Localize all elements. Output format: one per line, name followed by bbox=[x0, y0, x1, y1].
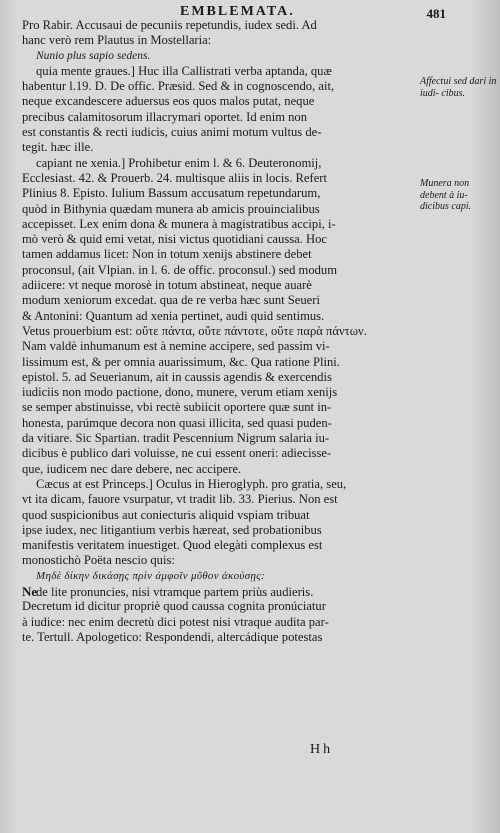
text-line: hanc verò rem Plautus in Mostellaria: bbox=[22, 33, 212, 48]
text-line: quia mente graues.] Huc illa Callistrati verba aptanda, quæ bbox=[36, 63, 332, 78]
decorative-initial: Ne bbox=[22, 583, 38, 599]
text-line: Vetus prouerbium est: οὔτε πάντα, οὔτε πάντοτε, οὔτε παρὰ πάντων. bbox=[22, 323, 367, 338]
text-line: manifestis veritatem inuestiget. Quod elegàti complexus est bbox=[22, 538, 323, 553]
page-number: 481 bbox=[426, 6, 446, 21]
text-line: habentur l.19. D. De offic. Præsid. Sed & in cognoscendo, ait, bbox=[22, 79, 335, 94]
text-line: modum xeniorum excedat. qua de re verba hæc sunt Seueri bbox=[22, 293, 320, 308]
text-line: honesta, parúmque decora non quasi illicita, sed quasi puden- bbox=[22, 415, 332, 430]
text-line: Nam valdè inhumanum est à nemine accipere, sed passim vi- bbox=[22, 339, 330, 354]
text-line: Pro Rabir. Accusaui de pecuniis repetundis, iudex sedi. Ad bbox=[22, 18, 317, 32]
text-line: Cæcus at est Princeps.] Oculus in Hieroglyph. pro gratia, seu, bbox=[36, 476, 347, 491]
text-line: neque excandescere aduersus eos quos malos putat, neque bbox=[22, 94, 315, 109]
text-line: dicibus è publico dari voluisse, ne cui essent oneri: adiecisse- bbox=[22, 446, 332, 461]
text-line: adiicere: vt neque morosè in totum abstineat, neque auarè bbox=[22, 278, 312, 293]
text-line: te. Tertull. Apologetico: Respondendi, altercádique potestas bbox=[22, 629, 323, 644]
text-line: Μηδὲ δίκην δικάσῃς πρὶν ἀμφοῖν μῦθον ἀκούσῃς: bbox=[36, 569, 265, 582]
text-line: Ecclesiast. 42. & Prouerb. 24. multisque aliis in locis. Refert bbox=[22, 170, 327, 185]
text-line: da vitiare. Sic Spartian. tradit Pescennium Nigrum salaria iu- bbox=[22, 431, 330, 446]
text-line: epistol. 5. ad Seuerianum, ait in caussis agendis & exercendis bbox=[22, 369, 332, 384]
text-line: ipse iudex, nec litigantium verbis hæreat, sed probationibus bbox=[22, 522, 322, 537]
text-line: Plinius 8. Episto. Iulium Bassum accusatum repetundarum, bbox=[22, 186, 321, 201]
text-line: Decretum id dicitur propriè quod caussa cognita pronúciatur bbox=[22, 599, 326, 614]
text-line: est constantis & recti iudicis, cuius animi motum vultus de- bbox=[22, 125, 322, 140]
running-head: EMBLEMATA. bbox=[180, 4, 295, 19]
text-line: tamen addamus licet: Non in totum xenijs abstinere debet bbox=[22, 247, 312, 262]
text-line: que, iudicem nec dare debere, nec accipere. bbox=[22, 461, 242, 476]
margin-note-affectui: Affectui sed dari in iudi- cibus. bbox=[420, 76, 497, 99]
text-line: quòd in Bithynia quædam munera ab amicis prouincialibus bbox=[22, 201, 320, 216]
text-line: tegit. hæc ille. bbox=[22, 140, 94, 155]
text-line: Nunio plus sapio sedens. bbox=[36, 49, 151, 62]
text-line: à iudice: nec enim decretù dici potest nisi vtraque audita par- bbox=[22, 614, 329, 629]
text-line bbox=[22, 584, 417, 599]
text-line: vt ita dicam, fauore vsurpatur, vt tradit lib. 33. Pierius. Non est bbox=[22, 492, 338, 507]
signature-mark: Hh bbox=[310, 742, 334, 757]
text-line: accepisset. Lex enim dona & munera à magistratibus accipi, i- bbox=[22, 216, 336, 231]
text-line: iudiciis non modo pactione, dono, munere, verum etiam xenijs bbox=[22, 385, 338, 400]
text-line: monostichò Poëta nescio quis: bbox=[22, 553, 175, 568]
body-text bbox=[22, 18, 417, 645]
text-line-content: de lite pronuncies, nisi vtramque partem priùs audieris. bbox=[36, 584, 314, 599]
text-line: se semper abstinuisse, vbi rectè subiicit oportere quæ sunt in- bbox=[22, 400, 332, 415]
text-line: precibus calamitosorum illacrymari oportet. Id enim non bbox=[22, 109, 308, 124]
margin-note-munera: Munera non debent à iu- dicibus capi. bbox=[420, 178, 472, 212]
text-line: & Antonini: Quantum ad xenia pertinet, audi quid sentimus. bbox=[22, 308, 325, 323]
text-line: mò verò & quid emi vetat, nisi victus quotidiani caussa. Hoc bbox=[22, 232, 327, 247]
text-line: capiant ne xenia.] Prohibetur enim l. & 6. Deuteronomij, bbox=[36, 155, 322, 170]
text-line: lissimum est, & per omnia auarissimum, &c. Qua ratione Plini. bbox=[22, 354, 340, 369]
text-line: quod suspicionibus aut coniecturis aliquid vspiam tribuat bbox=[22, 507, 310, 522]
text-line: proconsul, (ait Vlpian. in l. 6. de offic. proconsul.) sed modum bbox=[22, 262, 338, 277]
